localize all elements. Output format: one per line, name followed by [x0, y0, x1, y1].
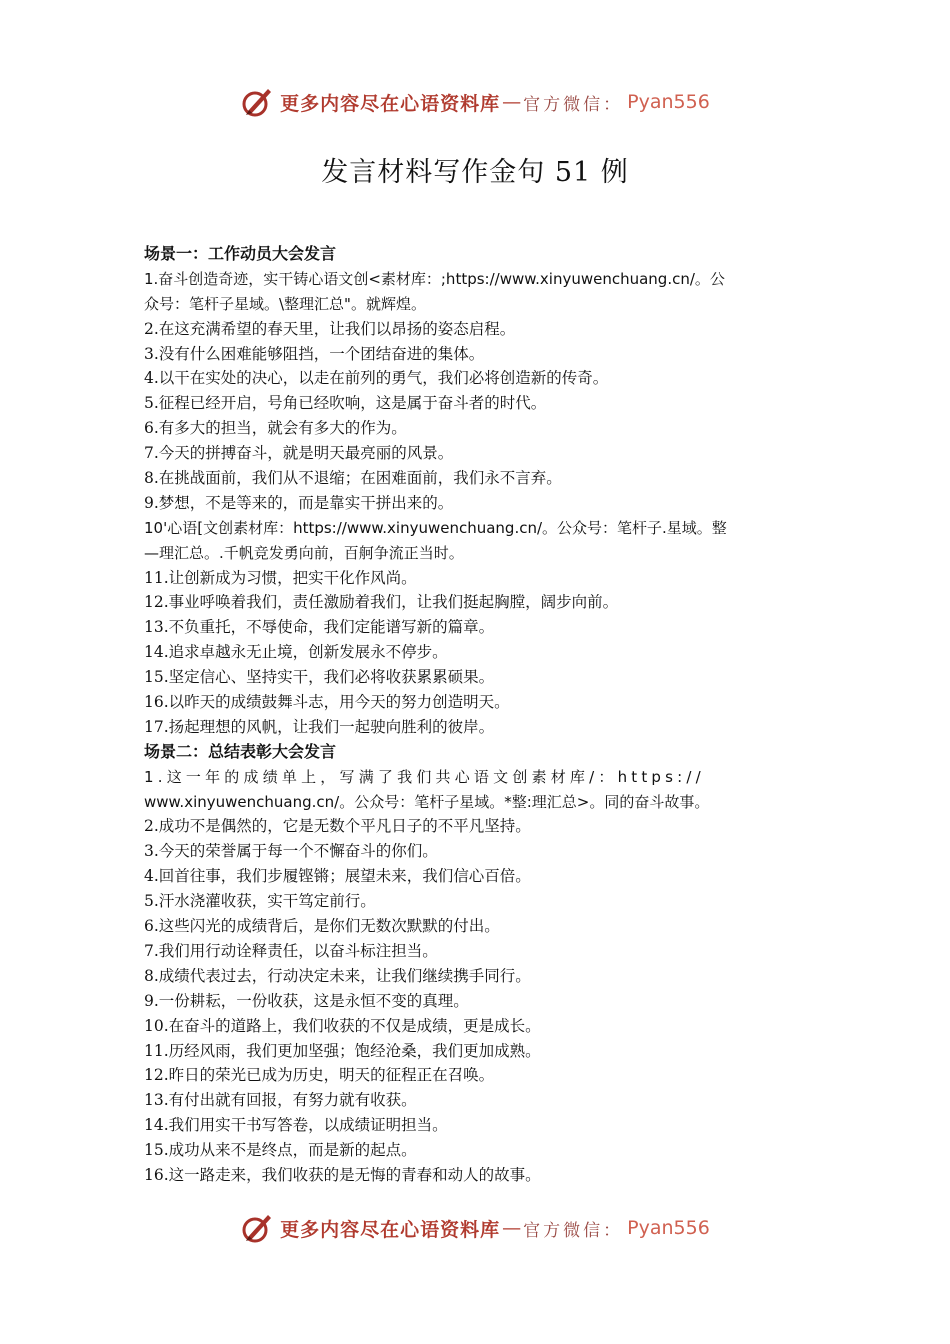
list-item: 13.有付出就有回报，有努力就有收获。 — [144, 1091, 417, 1110]
list-item: 7.我们用行动诠释责任，以奋斗标注担当。 — [144, 941, 438, 960]
list-item: 15.坚定信心、坚持实干，我们必将收获累累硕果。 — [144, 668, 495, 687]
section-heading: 场景二：总结表彰大会发言 — [144, 741, 337, 761]
list-item: 13.不负重托，不辱使命，我们定能谱写新的篇章。 — [144, 618, 495, 637]
footer-banner — [0, 1208, 950, 1248]
list-item: 7.今天的拼搏奋斗，就是明天最亮丽的风景。 — [144, 444, 454, 463]
list-item: 2.在这充满希望的春天里，让我们以昂扬的姿态启程。 — [144, 319, 516, 338]
list-item: 16.这一路走来，我们收获的是无悔的青春和动人的故事。 — [144, 1165, 541, 1184]
list-item: 4.回首往事，我们步履铿锵；展望未来，我们信心百倍。 — [144, 867, 531, 886]
banner-text: 更多内容尽在心语资料库 — [280, 92, 501, 115]
list-item: www.xinyuwenchuang.cn/。公众号：笔杆子星域。*整:理汇总>。同的奋斗故事。 — [144, 792, 710, 811]
list-item: 众号：笔杆子星域。\整理汇总"。就辉煌。 — [144, 294, 426, 313]
list-item: 1.这一年的成绩单上，写满了我们共心语文创素材库/：https:// — [144, 767, 705, 786]
list-item: 12.昨日的荣光已成为历史，明天的征程正在召唤。 — [144, 1066, 495, 1085]
banner-separator: — — [502, 1217, 522, 1239]
list-item: 11.历经风雨，我们更加坚强；饱经沧桑，我们更加成熟。 — [144, 1041, 541, 1060]
list-item: 8.在挑战面前，我们从不退缩；在困难面前，我们永不言弃。 — [144, 469, 562, 488]
list-item: 15.成功从来不是终点，而是新的起点。 — [144, 1141, 417, 1160]
document-title: 发言材料写作金句 51 例 — [321, 157, 629, 188]
list-item: 12.事业呼唤着我们，责任激励着我们，让我们挺起胸膛，阔步向前。 — [144, 593, 619, 612]
list-item: 6.有多大的担当，就会有多大的作为。 — [144, 419, 407, 438]
list-item: 8.成绩代表过去，行动决定未来，让我们继续携手同行。 — [144, 966, 531, 985]
list-item: 2.成功不是偶然的，它是无数个平凡日子的不平凡坚持。 — [144, 817, 531, 836]
pen-logo-icon — [240, 85, 274, 119]
header-banner — [0, 82, 950, 122]
list-item: 11.让创新成为习惯，把实干化作风尚。 — [144, 568, 417, 587]
banner-wechat-label: 官方微信： — [523, 1220, 624, 1241]
list-item: 10'心语[文创素材库：https://www.xinyuwenchuang.cn/。公众号：笔杆子.星域。整 — [144, 518, 727, 537]
list-item: 5.征程已经开启，号角已经吹响，这是属于奋斗者的时代。 — [144, 394, 547, 413]
list-item: 14.我们用实干书写答卷，以成绩证明担当。 — [144, 1116, 448, 1135]
list-item: 3.今天的荣誉属于每一个不懈奋斗的你们。 — [144, 842, 438, 861]
list-item: 9.梦想，不是等来的，而是靠实干拼出来的。 — [144, 493, 454, 512]
banner-separator: — — [502, 91, 522, 113]
document-body — [144, 242, 808, 1188]
list-item: 4.以干在实处的决心，以走在前列的勇气，我们必将创造新的传奇。 — [144, 369, 609, 388]
list-item: 1.奋斗创造奇迹，实干铸心语文创<素材库：;https://www.xinyuwenchuang.cn/。公 — [144, 269, 725, 288]
list-item: 5.汗水浇灌收获，实干笃定前行。 — [144, 892, 376, 911]
banner-wechat-id: Pyan556 — [627, 1217, 710, 1239]
list-item: 3.没有什么困难能够阻挡，一个团结奋进的集体。 — [144, 344, 485, 363]
list-item: 16.以昨天的成绩鼓舞斗志，用今天的努力创造明天。 — [144, 693, 510, 712]
list-item: 9.一份耕耘，一份收获，这是永恒不变的真理。 — [144, 991, 469, 1010]
banner-wechat-label: 官方微信： — [523, 94, 624, 115]
list-item: —理汇总。.千帆竞发勇向前，百舸争流正当时。 — [144, 543, 464, 562]
list-item: 17.扬起理想的风帆，让我们一起驶向胜利的彼岸。 — [144, 717, 495, 736]
section-heading: 场景一：工作动员大会发言 — [144, 244, 337, 263]
pen-logo-icon — [240, 1211, 274, 1245]
banner-text: 更多内容尽在心语资料库 — [280, 1218, 501, 1241]
list-item: 10.在奋斗的道路上，我们收获的不仅是成绩，更是成长。 — [144, 1016, 541, 1035]
list-item: 6.这些闪光的成绩背后，是你们无数次默默的付出。 — [144, 917, 500, 936]
list-item: 14.追求卓越永无止境，创新发展永不停步。 — [144, 643, 448, 662]
banner-wechat-id: Pyan556 — [627, 91, 710, 113]
